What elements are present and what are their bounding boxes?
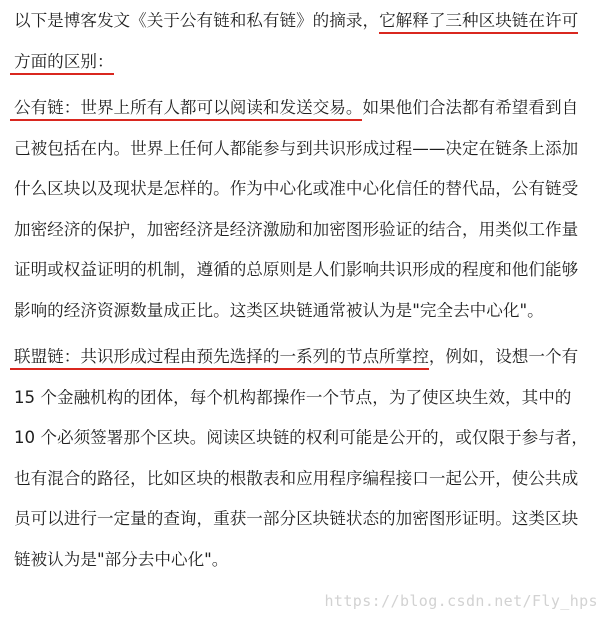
article-excerpt [14,6,594,585]
public-chain-line-2: 己被包括在内。世界上任何人都能参与到共识形成过程——决定在链条上添加 [14,138,579,158]
public-chain-line-3: 什么区块以及现状是怎样的。作为中心化或准中心化信任的替代品，公有链受 [14,179,579,198]
consortium-chain-text: ，例如，设想一个有 [428,347,579,366]
public-chain-line-4: 加密经济的保护，加密经济是经济激励和加密图形验证的结合，用类似工作量 [14,219,579,239]
consortium-chain-line-3: 10 个必须签署那个区块。阅读区块链的权利可能是公开的，或仅限于参与者， [14,428,588,447]
public-chain-line-1 [14,93,594,122]
intro-text: 以下是博客发文《关于公有链和私有链》的摘录， [14,11,380,30]
public-chain-text: 如果他们合法都有希望看到自 [362,98,579,117]
intro-line-1 [14,6,594,35]
consortium-chain-line-1 [14,342,594,371]
consortium-chain-line-2: 15 个金融机构的团体，每个机构都操作一个节点，为了使区块生效，其中的 [14,387,572,407]
intro-highlight-continued: 方面的区别： [10,52,114,75]
consortium-chain-line-6: 链被认为是"部分去中心化"。 [14,549,229,569]
public-chain-line-5: 证明或权益证明的机制，遵循的总原则是人们影响共识形成的程度和他们能够 [14,260,579,279]
consortium-chain-line-5: 员可以进行一定量的查询，重获一部分区块链状态的加密图形证明。这类区块 [14,509,579,528]
blog-watermark: https://blog.csdn.net/Fly_hps [324,592,598,610]
consortium-chain-line-4: 也有混合的路径，比如区块的根散表和应用程序编程接口一起公开，使公共成 [14,468,579,488]
intro-line-2 [14,47,594,76]
intro-highlight: 它解释了三种区块链在许可 [379,11,578,34]
public-chain-line-6: 影响的经济资源数量成正比。这类区块链通常被认为是"完全去中心化"。 [14,300,544,320]
public-chain-definition: 公有链：世界上所有人都可以阅读和发送交易。 [10,98,362,121]
consortium-chain-definition: 联盟链：共识形成过程由预先选择的一系列的节点所掌控 [10,347,429,370]
